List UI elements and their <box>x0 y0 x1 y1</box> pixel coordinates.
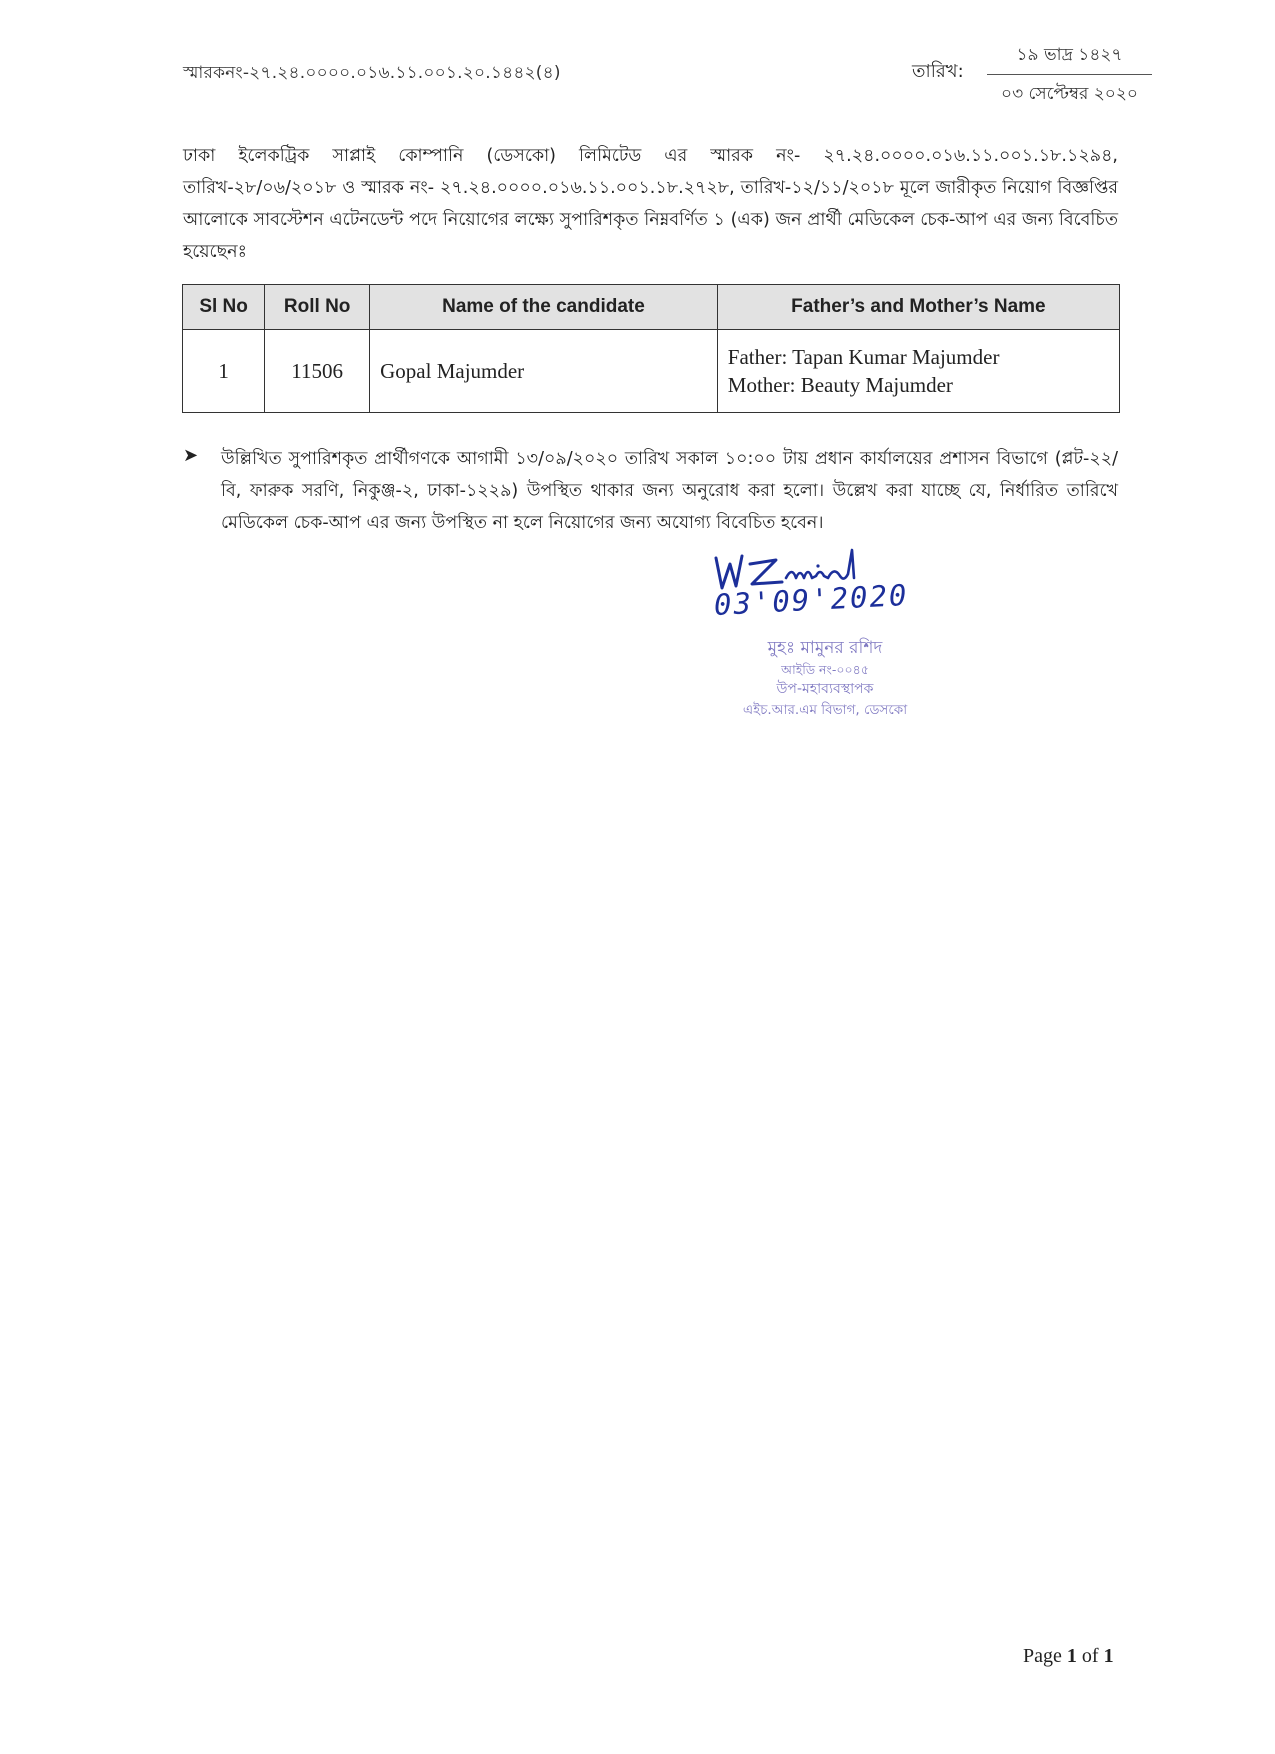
stamp-designation: উপ-মহাব্যবস্থাপক <box>776 681 874 697</box>
table-header-row <box>183 285 1120 330</box>
date-gregorian: ০৩ সেপ্টেম্বর ২০২০ <box>1001 84 1138 104</box>
cell-roll-no: 11506 <box>265 330 370 413</box>
stamp-id: আইডি নং-০০৪৫ <box>781 662 869 677</box>
page-prefix: Page <box>1023 1645 1067 1667</box>
cell-sl-no: 1 <box>183 330 265 413</box>
header-candidate-name: Name of the candidate <box>370 285 718 330</box>
page-number <box>1023 1645 1114 1668</box>
header-roll-no: Roll No <box>265 285 370 330</box>
stamp-name: মুহঃ মামুনর রশিদ <box>767 638 883 658</box>
official-stamp <box>700 636 950 720</box>
signature-date: 03'09'2020 <box>713 577 910 622</box>
date-label: তারিখ: <box>912 61 964 82</box>
stamp-department: এইচ.আর.এম বিভাগ, ডেসকো <box>742 702 908 718</box>
cell-parents-name <box>717 330 1119 413</box>
header-parents-name: Father’s and Mother’s Name <box>717 285 1119 330</box>
instruction-note <box>183 443 1118 539</box>
memo-number: স্মারকনং-২৭.২৪.০০০০.০১৬.১১.০০১.২০.১৪৪২(৪) <box>183 63 561 83</box>
cell-candidate-name: Gopal Majumder <box>370 330 718 413</box>
page-current: 1 <box>1066 1645 1077 1667</box>
instruction-text: উল্লিখিত সুপারিশকৃত প্রার্থীগণকে আগামী ১৩/০৯/২০২০ তারিখ সকাল ১০:০০ টায় প্রধান কার্যালয়ের প্রশাসন বিভাগে (প্লট-২২/বি, ফারুক সরণি, নিকুঞ্জ-২, ঢাকা-১২২৯) উপস্থিত থাকার জন্য অনুরোধ করা হলো। উল্লেখ করা যাচ্ছে যে, নির্ধারিত তারিখে মেডিকেল চেক-আপ এর জন্য উপস্থিত না হলে নিয়োগের জন্য অযোগ্য বিবেচিত হবেন। <box>221 449 1118 533</box>
table-row <box>183 330 1120 413</box>
intro-paragraph: ঢাকা ইলেকট্রিক সাপ্লাই কোম্পানি (ডেসকো) লিমিটেড এর স্মারক নং- ২৭.২৪.০০০০.০১৬.১১.০০১.১৮.১২৯৪, তারিখ-২৮/০৬/২০১৮ ও স্মারক নং- ২৭.২৪.০০০০.০১৬.১১.০০১.১৮.২৭২৮, তারিখ-১২/১১/২০১৮ মূলে জারীকৃত নিয়োগ বিজ্ঞপ্তির আলোকে সাবস্টেশন এটেনডেন্ট পদে নিয়োগের লক্ষ্যে সুপারিশকৃত নিম্নবর্ণিত ১ (এক) জন প্রার্থী মেডিকেল চেক-আপ এর জন্য বিবেচিত হয়েছেনঃ <box>183 146 1118 262</box>
page-of: of <box>1076 1645 1104 1667</box>
mother-name: Mother: Beauty Majumder <box>727 373 953 397</box>
date-bangla: ১৯ ভাদ্র ১৪২৭ <box>987 42 1152 75</box>
candidate-table <box>182 284 1120 413</box>
page-total: 1 <box>1103 1645 1114 1667</box>
date-block <box>977 42 1152 109</box>
header-sl-no: Sl No <box>183 285 265 330</box>
father-name: Father: Tapan Kumar Majumder <box>727 345 1000 369</box>
arrowhead-bullet-icon: ➤ <box>183 445 199 466</box>
